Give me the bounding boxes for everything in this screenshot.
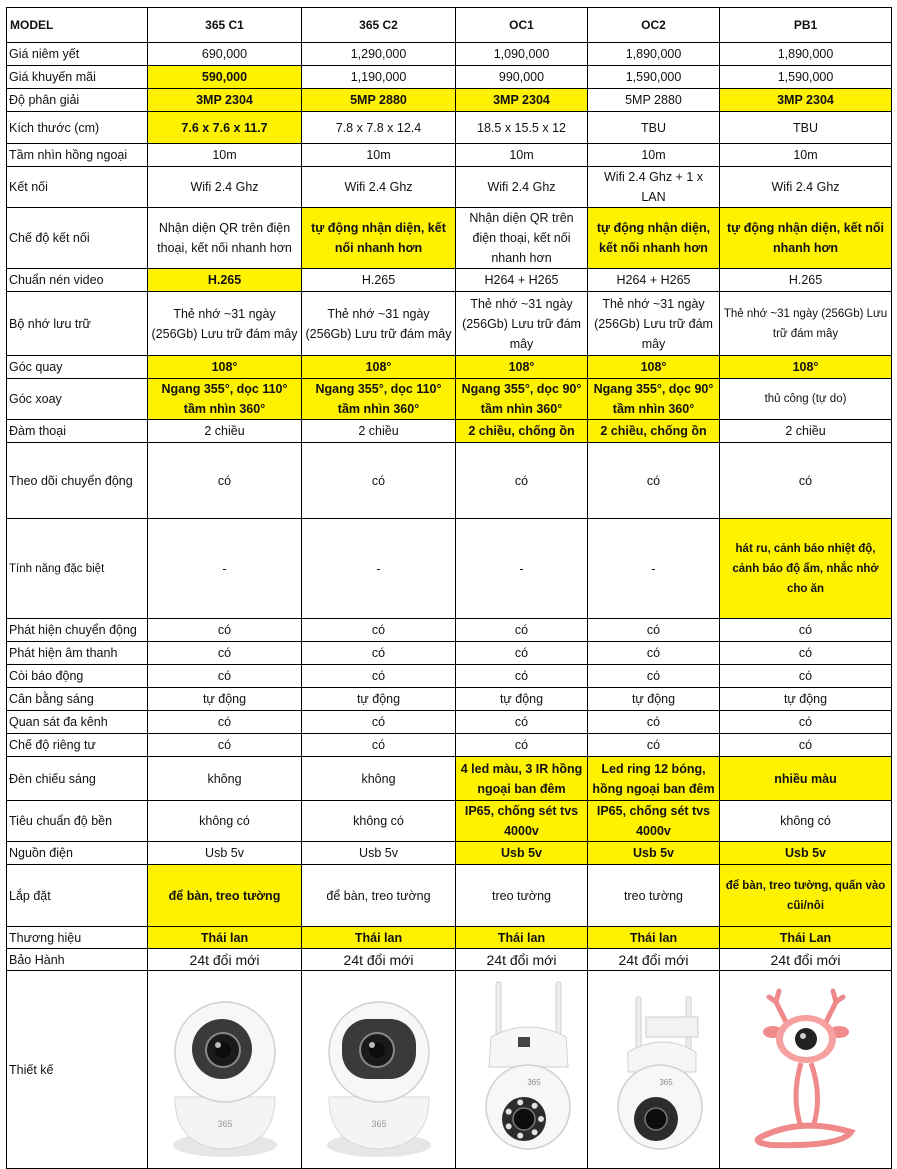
outdoor-ptz-camera-icon [588, 977, 720, 1162]
camera-comparison-table [6, 7, 892, 1169]
table-cell: Usb 5v [456, 842, 588, 865]
table-row [7, 420, 892, 443]
table-cell: 2 chiều [302, 420, 456, 443]
table-cell: Ngang 355°, dọc 90° tầm nhìn 360° [456, 379, 588, 420]
table-cell: hát ru, cảnh báo nhiệt độ, cảnh báo độ ẩm, nhắc nhở cho ăn [720, 519, 892, 619]
table-cell: Wifi 2.4 Ghz + 1 x LAN [588, 167, 720, 208]
header-row [7, 8, 892, 43]
table-cell: có [588, 642, 720, 665]
table-cell: 1,090,000 [456, 43, 588, 66]
row-label: Cân bằng sáng [7, 688, 148, 711]
header-oc2: OC2 [588, 8, 720, 43]
row-label: Thiết kế [7, 971, 148, 1169]
table-cell: Ngang 355°, dọc 90° tầm nhìn 360° [588, 379, 720, 420]
outdoor-ptz-camera-icon [456, 977, 588, 1162]
table-row [7, 801, 892, 842]
table-cell: Usb 5v [588, 842, 720, 865]
table-cell: Thái Lan [720, 927, 892, 949]
table-cell: 2 chiều [720, 420, 892, 443]
table-cell: có [720, 443, 892, 519]
svg-text:365: 365 [659, 1078, 673, 1087]
table-cell: Wifi 2.4 Ghz [720, 167, 892, 208]
row-label: Đèn chiếu sáng [7, 757, 148, 801]
row-label: Phát hiện chuyển động [7, 619, 148, 642]
table-cell: không có [302, 801, 456, 842]
table-cell: có [148, 443, 302, 519]
row-label: Chế độ kết nối [7, 208, 148, 269]
table-cell: 5MP 2880 [588, 89, 720, 112]
table-cell: 10m [588, 144, 720, 167]
table-cell: có [456, 443, 588, 519]
table-cell: tự động [302, 688, 456, 711]
table-cell: H.265 [720, 269, 892, 292]
table-cell: có [720, 711, 892, 734]
table-cell: H264 + H265 [456, 269, 588, 292]
table-cell: 1,590,000 [588, 66, 720, 89]
table-cell: TBU [588, 112, 720, 144]
table-cell: có [456, 711, 588, 734]
row-label: Chế độ riêng tư [7, 734, 148, 757]
table-cell: có [302, 665, 456, 688]
table-cell: có [302, 642, 456, 665]
row-label: Còi báo động [7, 665, 148, 688]
table-cell: 7.6 x 7.6 x 11.7 [148, 112, 302, 144]
table-cell: Wifi 2.4 Ghz [148, 167, 302, 208]
table-row [7, 112, 892, 144]
table-cell: không [148, 757, 302, 801]
product-image-cell [720, 971, 892, 1169]
table-cell: treo tường [456, 865, 588, 927]
table-cell: Wifi 2.4 Ghz [302, 167, 456, 208]
header-oc1: OC1 [456, 8, 588, 43]
table-cell: Thẻ nhớ ~31 ngày (256Gb) Lưu trữ đám mây [148, 292, 302, 356]
table-cell: tự động [148, 688, 302, 711]
table-row [7, 144, 892, 167]
table-cell: H.265 [148, 269, 302, 292]
table-cell: 1,890,000 [588, 43, 720, 66]
table-cell: tự động [456, 688, 588, 711]
table-cell: có [720, 665, 892, 688]
product-image-cell [456, 971, 588, 1169]
table-row [7, 66, 892, 89]
row-label: Quan sát đa kênh [7, 711, 148, 734]
table-cell: Thẻ nhớ ~31 ngày (256Gb) Lưu trữ đám mây [302, 292, 456, 356]
table-cell: Thái lan [302, 927, 456, 949]
table-cell: không [302, 757, 456, 801]
row-label: Tiêu chuẩn độ bền [7, 801, 148, 842]
row-label: Lắp đặt [7, 865, 148, 927]
table-cell: không có [720, 801, 892, 842]
table-cell: 3MP 2304 [720, 89, 892, 112]
row-label: Độ phân giải [7, 89, 148, 112]
table-cell: Led ring 12 bóng, hồng ngoại ban đêm [588, 757, 720, 801]
product-image-cell [302, 971, 456, 1169]
table-cell: Wifi 2.4 Ghz [456, 167, 588, 208]
table-row [7, 927, 892, 949]
table-cell: Thẻ nhớ ~31 ngày (256Gb) Lưu trữ đám mây [456, 292, 588, 356]
table-row [7, 43, 892, 66]
table-cell: Thái lan [456, 927, 588, 949]
table-cell: 1,190,000 [302, 66, 456, 89]
table-row [7, 842, 892, 865]
table-cell: nhiều màu [720, 757, 892, 801]
svg-text:365: 365 [216, 1119, 233, 1129]
table-cell: tự động [720, 688, 892, 711]
table-row [7, 665, 892, 688]
table-cell: 24t đổi mới [148, 949, 302, 971]
table-cell: có [720, 642, 892, 665]
table-cell: có [148, 711, 302, 734]
table-cell: Nhận diện QR trên điện thoại, kết nối nhanh hơn [456, 208, 588, 269]
indoor-dome-camera-icon [150, 977, 300, 1162]
table-cell: - [456, 519, 588, 619]
table-cell: có [720, 619, 892, 642]
table-cell: 590,000 [148, 66, 302, 89]
table-cell: 1,890,000 [720, 43, 892, 66]
table-cell: IP65, chống sét tvs 4000v [588, 801, 720, 842]
table-cell: có [456, 734, 588, 757]
table-cell: có [588, 734, 720, 757]
table-cell: 108° [148, 356, 302, 379]
table-cell: 18.5 x 15.5 x 12 [456, 112, 588, 144]
table-cell: Thái lan [148, 927, 302, 949]
table-cell: có [148, 619, 302, 642]
table-cell: 10m [302, 144, 456, 167]
row-label: Bảo Hành [7, 949, 148, 971]
table-cell: Thẻ nhớ ~31 ngày (256Gb) Lưu trữ đám mây [588, 292, 720, 356]
table-cell: 7.8 x 7.8 x 12.4 [302, 112, 456, 144]
table-cell: - [588, 519, 720, 619]
row-label: Góc xoay [7, 379, 148, 420]
table-cell: TBU [720, 112, 892, 144]
table-cell: có [456, 619, 588, 642]
svg-text:365: 365 [527, 1078, 541, 1087]
table-cell: 10m [456, 144, 588, 167]
row-label: Tầm nhìn hồng ngoại [7, 144, 148, 167]
table-cell: 10m [720, 144, 892, 167]
table-row [7, 167, 892, 208]
table-cell: 990,000 [456, 66, 588, 89]
header-365c1: 365 C1 [148, 8, 302, 43]
table-cell: 3MP 2304 [148, 89, 302, 112]
row-label: Chuẩn nén video [7, 269, 148, 292]
table-cell: 108° [588, 356, 720, 379]
table-cell: có [588, 619, 720, 642]
table-cell: Ngang 355°, dọc 110° tầm nhìn 360° [302, 379, 456, 420]
row-label: Giá khuyến mãi [7, 66, 148, 89]
table-cell: có [302, 619, 456, 642]
row-label: Góc quay [7, 356, 148, 379]
row-label: Đàm thoại [7, 420, 148, 443]
table-row [7, 865, 892, 927]
table-cell: Usb 5v [148, 842, 302, 865]
svg-text:365: 365 [370, 1119, 387, 1129]
table-cell: 24t đổi mới [720, 949, 892, 971]
row-label: Theo dõi chuyển động [7, 443, 148, 519]
table-cell: có [302, 443, 456, 519]
table-cell: Nhận diện QR trên điện thoại, kết nối nhanh hơn [148, 208, 302, 269]
table-cell: có [302, 734, 456, 757]
table-cell: 108° [302, 356, 456, 379]
table-cell: tự động [588, 688, 720, 711]
header-365c2: 365 C2 [302, 8, 456, 43]
table-cell: để bàn, treo tường, quấn vào cũi/nôi [720, 865, 892, 927]
table-cell: 4 led màu, 3 IR hồng ngoại ban đêm [456, 757, 588, 801]
table-cell: - [302, 519, 456, 619]
table-cell: có [302, 711, 456, 734]
table-row [7, 642, 892, 665]
header-pb1: PB1 [720, 8, 892, 43]
row-label: Nguồn điện [7, 842, 148, 865]
table-cell: IP65, chống sét tvs 4000v [456, 801, 588, 842]
table-row [7, 619, 892, 642]
table-cell: 24t đổi mới [456, 949, 588, 971]
table-cell: 3MP 2304 [456, 89, 588, 112]
table-cell: 2 chiều, chống ồn [456, 420, 588, 443]
table-cell: 5MP 2880 [302, 89, 456, 112]
table-cell: H.265 [302, 269, 456, 292]
table-cell: có [588, 665, 720, 688]
table-row [7, 711, 892, 734]
comparison-table-container [6, 7, 891, 1141]
row-label: Tính năng đặc biệt [7, 519, 148, 619]
table-cell: - [148, 519, 302, 619]
table-cell: 108° [720, 356, 892, 379]
product-image-cell [588, 971, 720, 1169]
table-cell: có [456, 665, 588, 688]
table-cell: tự động nhận diện, kết nối nhanh hơn [302, 208, 456, 269]
table-cell: để bàn, treo tường [148, 865, 302, 927]
table-cell: 24t đổi mới [588, 949, 720, 971]
table-row [7, 89, 892, 112]
table-row [7, 757, 892, 801]
table-cell: 1,590,000 [720, 66, 892, 89]
table-row [7, 208, 892, 269]
table-cell: tự động nhận diện, kết nối nhanh hơn [720, 208, 892, 269]
table-cell: Thái lan [588, 927, 720, 949]
table-cell: có [148, 665, 302, 688]
table-cell: tự động nhận diện, kết nối nhanh hơn [588, 208, 720, 269]
table-cell: không có [148, 801, 302, 842]
table-cell: có [148, 734, 302, 757]
row-label: Kích thước (cm) [7, 112, 148, 144]
table-cell: 2 chiều [148, 420, 302, 443]
table-row [7, 379, 892, 420]
row-label: Kết nối [7, 167, 148, 208]
row-label: Giá niêm yết [7, 43, 148, 66]
table-cell: 690,000 [148, 43, 302, 66]
row-label: Phát hiện âm thanh [7, 642, 148, 665]
table-cell: có [720, 734, 892, 757]
row-label: Bộ nhớ lưu trữ [7, 292, 148, 356]
row-label: Thương hiệu [7, 927, 148, 949]
table-row [7, 688, 892, 711]
table-cell: có [456, 642, 588, 665]
baby-monitor-camera-icon [731, 977, 881, 1162]
table-cell: có [588, 443, 720, 519]
table-cell: thủ công (tự do) [720, 379, 892, 420]
indoor-dome-camera-icon [304, 977, 454, 1162]
table-cell: Usb 5v [720, 842, 892, 865]
table-body [7, 43, 892, 1169]
table-cell: có [588, 711, 720, 734]
design-row [7, 971, 892, 1169]
table-cell: có [148, 642, 302, 665]
header-model: MODEL [7, 8, 148, 43]
table-row [7, 269, 892, 292]
table-cell: Usb 5v [302, 842, 456, 865]
table-cell: để bàn, treo tường [302, 865, 456, 927]
table-row [7, 443, 892, 519]
table-cell: treo tường [588, 865, 720, 927]
product-image-cell [148, 971, 302, 1169]
table-cell: 24t đổi mới [302, 949, 456, 971]
table-row [7, 292, 892, 356]
table-cell: H264 + H265 [588, 269, 720, 292]
table-row [7, 949, 892, 971]
table-row [7, 356, 892, 379]
table-cell: 108° [456, 356, 588, 379]
table-row [7, 519, 892, 619]
table-cell: 2 chiều, chống ồn [588, 420, 720, 443]
table-cell: 1,290,000 [302, 43, 456, 66]
table-cell: Thẻ nhớ ~31 ngày (256Gb) Lưu trữ đám mây [720, 292, 892, 356]
table-cell: Ngang 355°, dọc 110° tầm nhìn 360° [148, 379, 302, 420]
table-cell: 10m [148, 144, 302, 167]
table-row [7, 734, 892, 757]
